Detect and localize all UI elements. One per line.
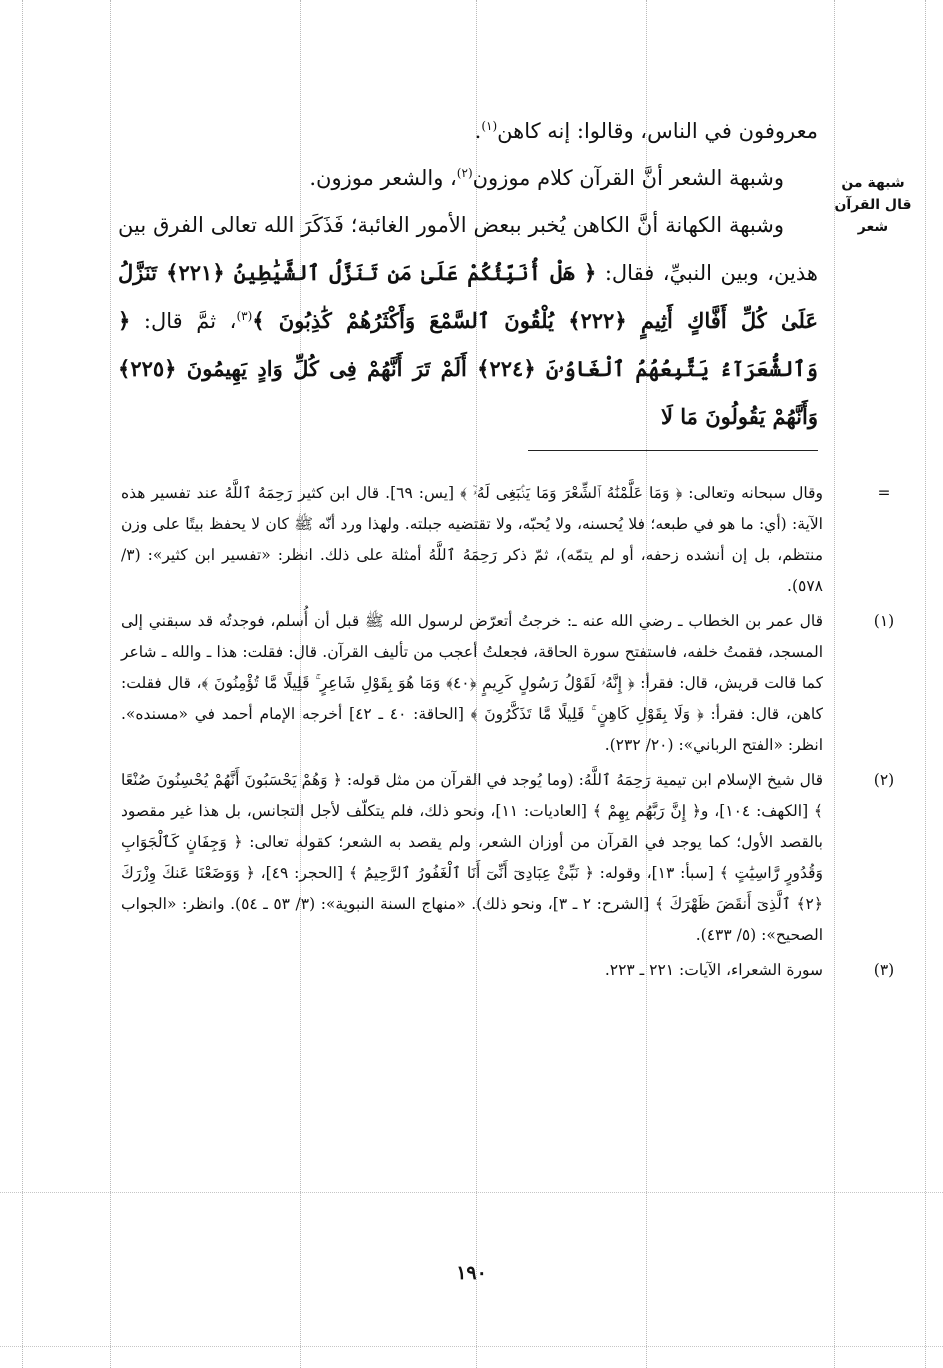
footnote — [121, 765, 895, 951]
footnote-text: قال عمر بن الخطاب ـ رضي الله عنه ـ: خرجتُ أتعرّض لرسول الله ﷺ قبل أن أُسلم، فوجدتُه قد سبقني إلى المسجد، فقمتُ خلفه، فاستفتح سورة الحاقة، فجعلتُ أعجب من تأليف القرآن. قال: فقلت: هذا ـ والله ـ شاعر كما قالت قريش، قال: فقرأ: ﴿ إِنَّهُۥ لَقَوْلُ رَسُولٍ كَرِيمٍ ﴿٤٠﴾ وَمَا هُوَ بِقَوْلِ شَاعِرٍ ۚ قَلِيلًا مَّا تُؤْمِنُونَ ﴾، قال فقلت: كاهن، قال: فقرأ: ﴿ وَلَا بِقَوْلِ كَاهِنٍ ۚ قَلِيلًا مَّا تَذَكَّرُونَ ﴾ [الحاقة: ٤٠ ـ ٤٢] أخرجه الإمام أحمد في «مسنده». انظر: «الفتح الرباني»: (٢٠/ ٢٣٢). — [121, 612, 823, 754]
footnote-separator — [528, 450, 818, 451]
footnote-text: قال شيخ الإسلام ابن تيمية رَحِمَهُ ٱللَّهُ: (وما يُوجد في القرآن من مثل قوله: ﴿ وَهُمْ يَحْسَبُونَ أَنَّهُمْ يُحْسِنُونَ صُنْعًا ﴾ [الكهف: ١٠٤]، و﴿ إِنَّ رَبَّهُم بِهِمْ ﴾ [العاديات: ١١]، ونحو ذلك، فلم يتكلّف لأجل التجانس، بل هذا غير مقصود بالقصد الأول؛ كما يوجد في القرآن من أوزان الشعر، ولم يقصد به الشعر؛ كقوله تعالى: ﴿ وَجِفَانٍ كَٱلْجَوَابِ وَقُدُورٍ رَّاسِيَٰتٍ ﴾ [سبأ: ١٣]، وقوله: ﴿ نَبِّئْ عِبَادِىٓ أَنِّىٓ أَنَا ٱلْغَفُورُ ٱلرَّحِيمُ ﴾ [الحجر: ٤٩]، ﴿ وَوَضَعْنَا عَنكَ وِزْرَكَ ﴿٢﴾ ٱلَّذِىٓ أَنقَضَ ظَهْرَكَ ﴾ [الشرح: ٢ ـ ٣]، ونحو ذلك). «منهاج السنة النبوية»: (٣/ ٥٣ ـ ٥٤). وانظر: «الجواب الصحيح»: (٥/ ٤٣٣). — [121, 771, 824, 944]
footnote-ref-3: (٣) — [236, 309, 253, 323]
margin-note: شبهة من قال القرآن شعر — [834, 175, 912, 235]
main-line-1 — [118, 108, 818, 155]
quran-quote: ﴿ وَٱلشُّعَرَآءُ يَتَّبِعُهُمُ ٱلْغَاوُۥنَ ﴿٢٢٤﴾ أَلَمْ تَرَ أَنَّهُمْ فِى كُلِّ وَادٍ يَهِيمُونَ ﴿٢٢٥﴾ وَأَنَّهُمْ يَقُولُونَ مَا لَا — [118, 308, 818, 429]
main-text — [118, 108, 818, 441]
footnote — [121, 478, 891, 602]
footnote-text: سورة الشعراء، الآيات: ٢٢١ ـ ٢٢٣. — [604, 961, 823, 979]
main-text-span: ، والشعر موزون. — [309, 166, 457, 190]
footnote-marker: (٢) — [873, 771, 895, 789]
quran-quote: ﴿ هَلْ أُنَبِّئُكُمْ عَلَىٰ مَن تَنَزَّلُ ٱلشَّيَٰطِينُ ﴿٢٢١﴾ تَنَزَّلُ عَلَىٰ كُلِّ أَفَّاكٍ أَثِيمٍ ﴿٢٢٢﴾ يُلْقُونَ ٱلسَّمْعَ وَأَكْثَرُهُمْ كَٰذِبُونَ ﴾ — [118, 260, 818, 333]
scan-guide-line — [0, 1192, 943, 1193]
scan-guide-line — [925, 0, 926, 1368]
footnote-marker: (٣) — [873, 961, 895, 979]
main-text-span: ، ثمَّ قال: — [130, 309, 237, 333]
footnote-marker: (١) — [873, 612, 895, 630]
scan-guide-line — [0, 1346, 943, 1347]
main-text-span: وشبهة الشعر أنَّ القرآن كلام موزون — [472, 166, 784, 190]
footnote-ref-2: (٢) — [456, 166, 473, 180]
main-text-span: وشبهة الكهانة أنَّ الكاهن يُخبر ببعض الأمور الغائبة؛ فَذَكَرَ الله تعالى الفرق بين هذين، وبين النبيِّ، فقال: — [118, 213, 818, 285]
scan-guide-line — [110, 0, 111, 1368]
paragraph-soothsaying-doubt — [118, 202, 818, 441]
footnote — [121, 606, 895, 761]
main-text-span: معروفون في الناس، وقالوا: إنه كاهن — [497, 119, 818, 143]
footnote-text: وقال سبحانه وتعالى: ﴿ وَمَا عَلَّمْنَٰهُ ٱلشِّعْرَ وَمَا يَنۢبَغِى لَهُۥٓ ﴾ [يس: ٦٩]. قال ابن كثير رَحِمَهُ ٱللَّهُ عند تفسير هذه الآية: (أي: ما هو في طبعه؛ فلا يُحسنه، ولا يُحبّه، ولا تقتضيه جبلته. ولهذا ورد أنّه ﷺ كان لا يحفظ بيتًا على وزن منتظم، بل إن أنشده زحفه، أو لم يتمّه)، ثمّ ذكر رَحِمَهُ ٱللَّهُ أمثلة على ذلك. انظر: «تفسير ابن كثير»: (٣/ ٥٧٨). — [121, 484, 824, 595]
footnote-marker: = — [877, 484, 891, 502]
main-text-span: . — [474, 119, 482, 143]
footnote-ref-1: (١) — [481, 119, 498, 133]
scan-guide-line — [22, 0, 23, 1368]
footnote — [121, 955, 895, 986]
page-number: ١٩٠ — [456, 1262, 487, 1284]
paragraph-poetry-doubt — [118, 155, 818, 202]
footnotes — [121, 478, 895, 990]
